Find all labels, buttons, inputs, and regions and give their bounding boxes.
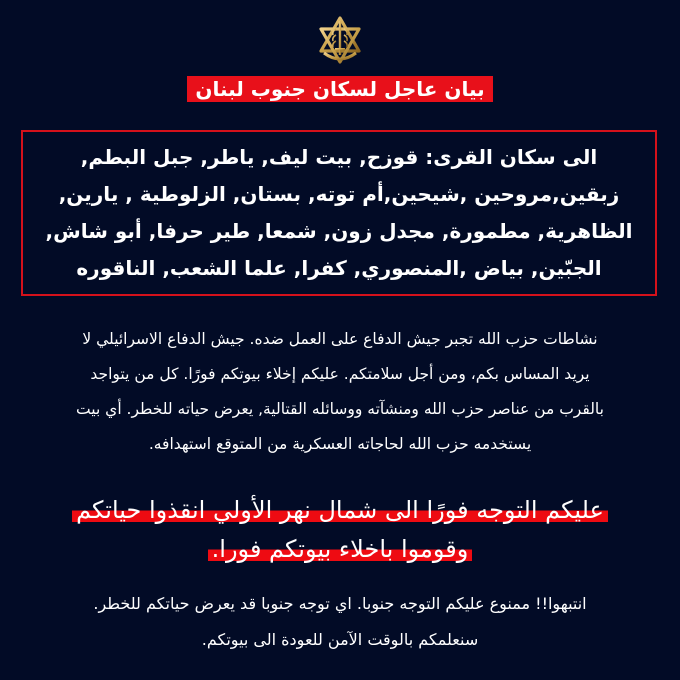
idf-emblem-icon: [314, 15, 366, 67]
warning-text: [20, 586, 660, 658]
villages-line: الى سكان القرى: قوزح, بيت ليف, ياطر, جبل البطم,: [80, 145, 598, 169]
urgent-line-highlighted: عليكم التوجه فورًا الى شمال نهر الأولي انقذوا حياتكم: [72, 496, 608, 524]
villages-line: زبقين,مروحين ,شيحين,أم توته, بستان, الزلوطية , يارين,: [58, 182, 620, 206]
villages-line: الجبّين, بياض ,المنصوري, كفرا, علما الشعب, الناقوره: [76, 256, 602, 280]
villages-list-box: [21, 130, 657, 296]
page-title: بيان عاجل لسكان جنوب لبنان: [187, 76, 492, 102]
warning-line: انتبهوا!! ممنوع عليكم التوجه جنوبا. اي توجه جنوبا قد يعرض حياتكم للخطر.: [93, 594, 587, 613]
header: [0, 76, 680, 102]
villages-line: الظاهرية, مطمورة, مجدل زون, شمعا, طير حرفا, أبو شاش,: [45, 219, 633, 243]
urgent-line-highlighted: وقوموا باخلاء بيوتكم فورا.: [208, 535, 473, 563]
paragraph-line: يستخدمه حزب الله لحاجاته العسكرية من المتوقع استهدافه.: [148, 435, 532, 453]
explanation-paragraph: [20, 322, 660, 462]
paragraph-line: يريد المساس بكم، ومن أجل سلامتكم. عليكم إخلاء بيوتكم فورًا. كل من يتواجد: [90, 365, 590, 383]
urgent-instruction: [0, 492, 680, 570]
paragraph-line: بالقرب من عناصر حزب الله ومنشآته ووسائله القتالية, يعرض حياته للخطر. أي بيت: [76, 400, 604, 418]
warning-line: سنعلمكم بالوقت الآمن للعودة الى بيوتكم.: [201, 630, 479, 649]
paragraph-line: نشاطات حزب الله تجبر جيش الدفاع على العمل ضده. جيش الدفاع الاسرائيلي لا: [82, 330, 598, 348]
